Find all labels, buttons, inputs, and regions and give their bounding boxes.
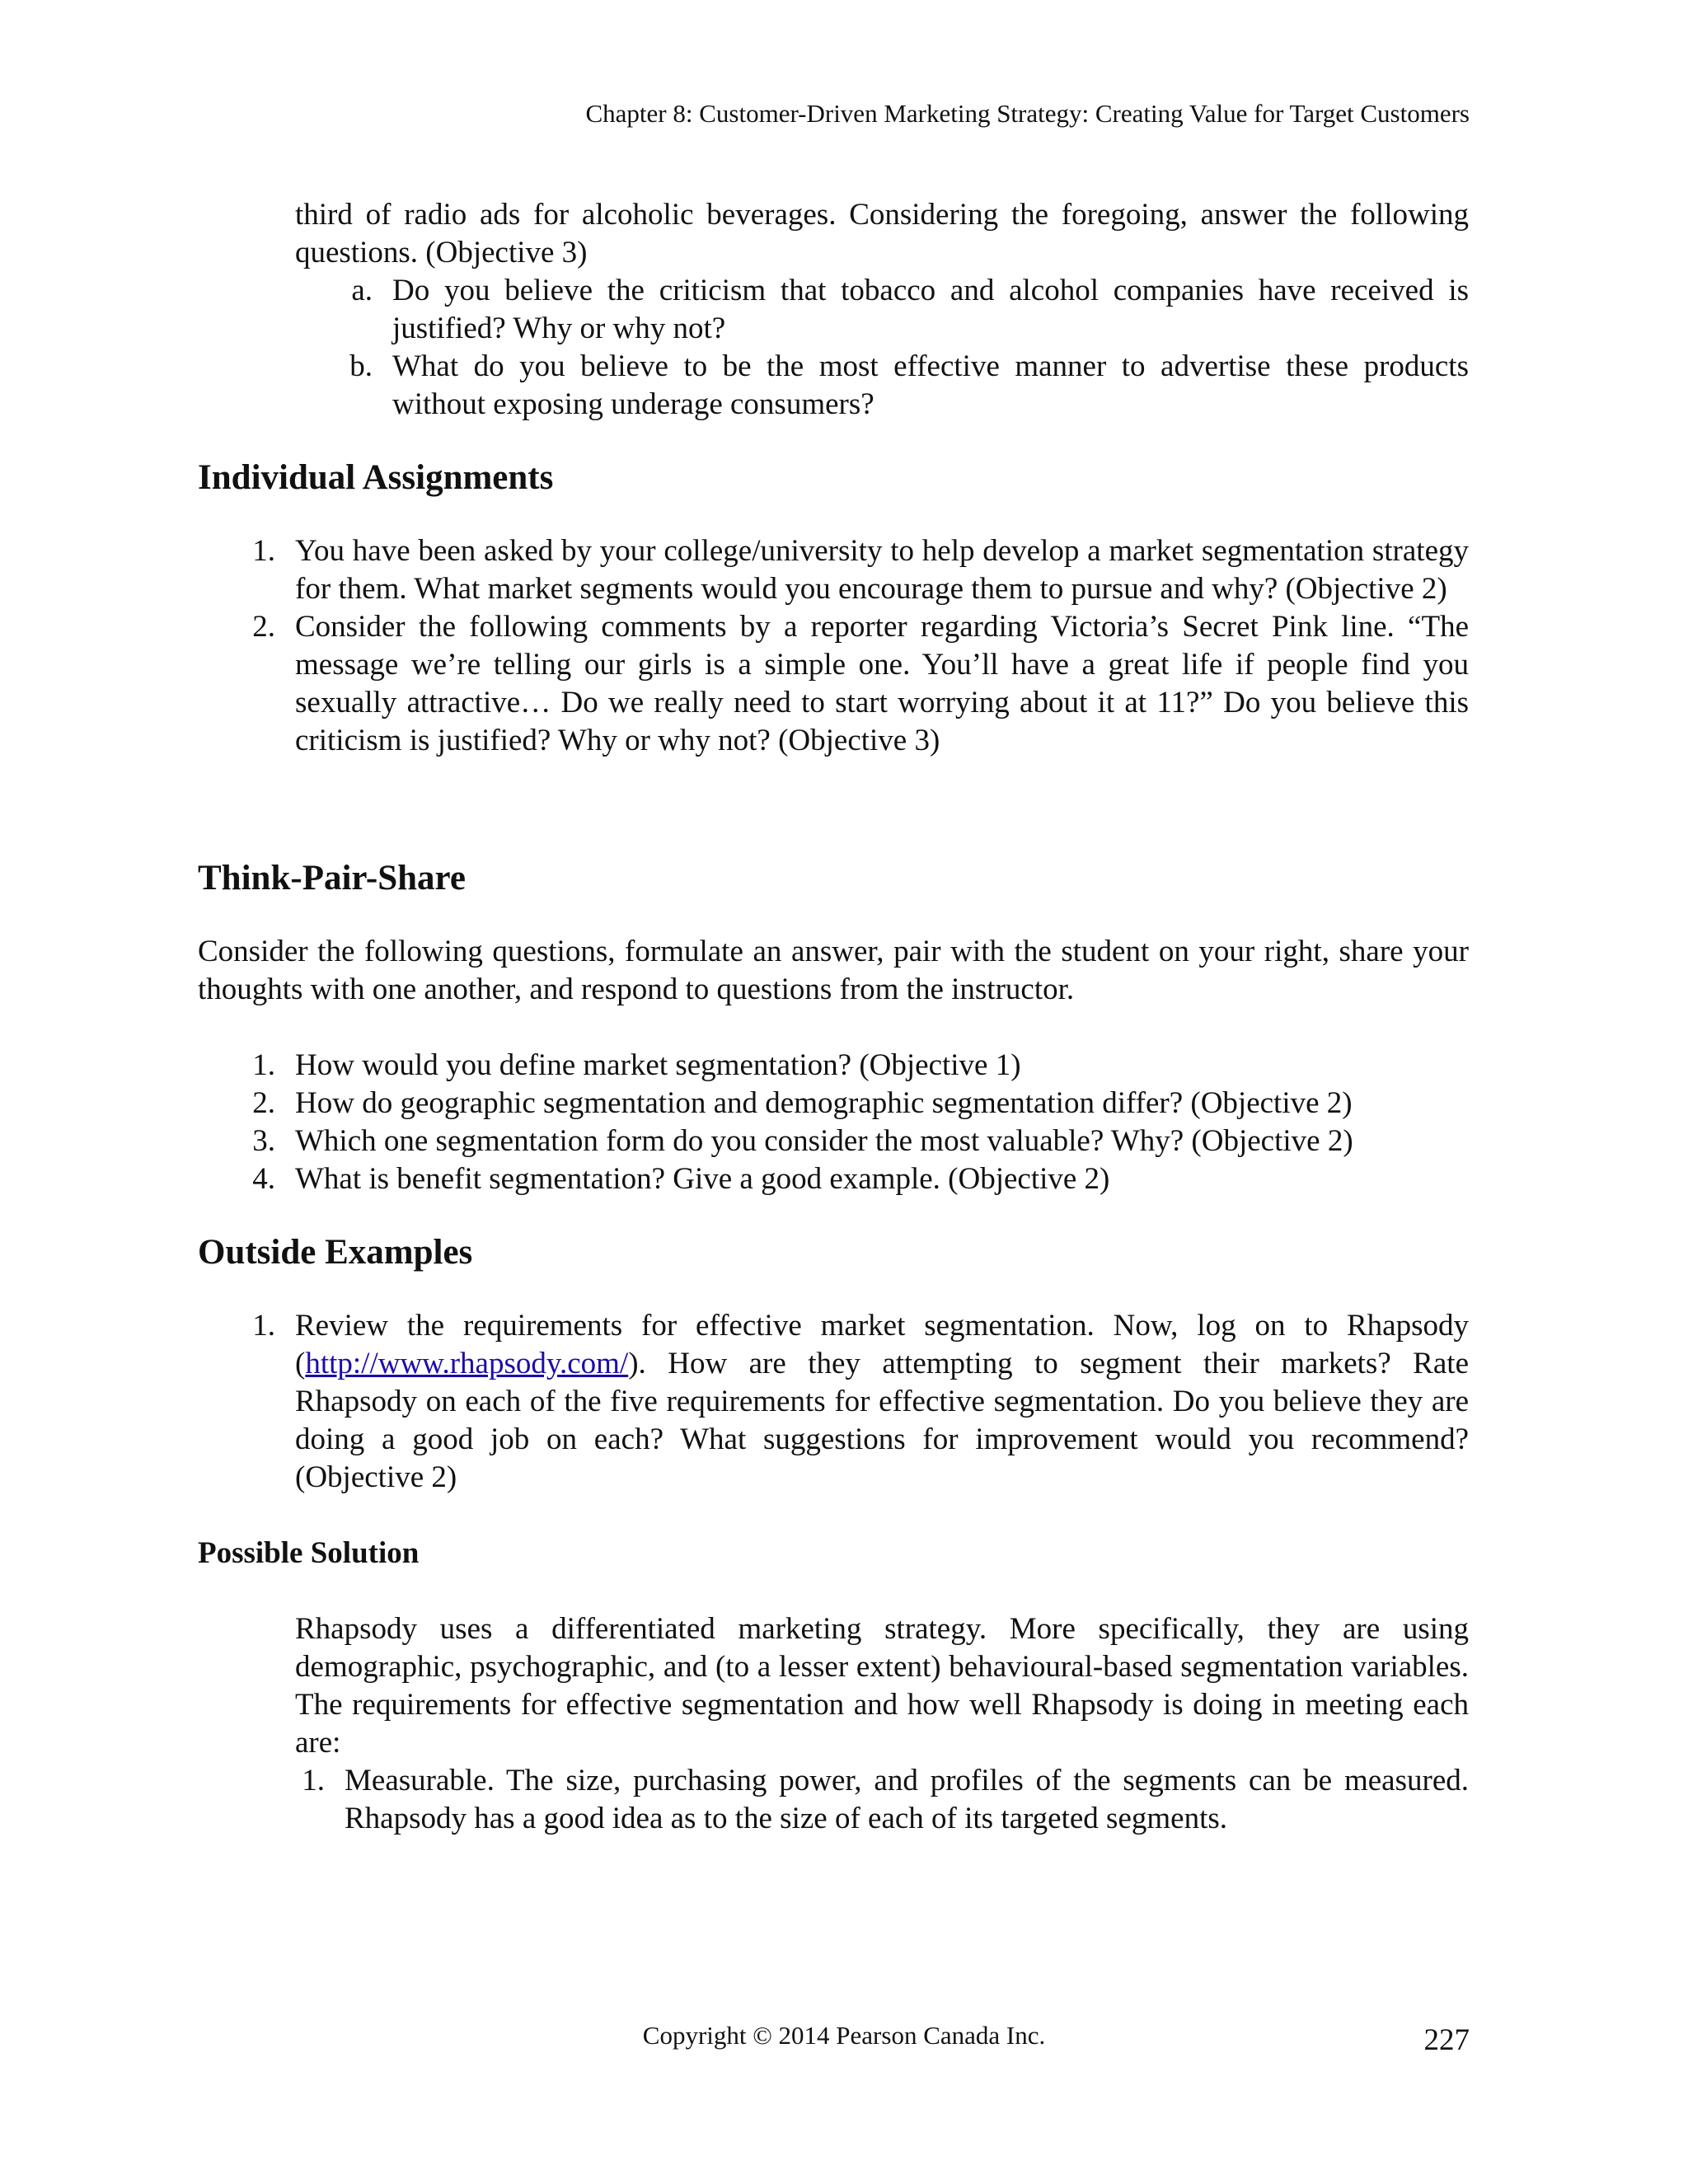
section-heading: Individual Assignments bbox=[198, 458, 554, 497]
copyright-notice: Copyright © 2014 Pearson Canada Inc. bbox=[642, 2021, 1046, 2050]
list-item-text: How would you define market segmentation? (Objective 1) bbox=[295, 1048, 1021, 1082]
list-marker: 2. bbox=[252, 1086, 275, 1120]
list-item bbox=[252, 1307, 1469, 1497]
think-pair-share-paragraph: Consider the following questions, formulate an answer, pair with the student on your right, share your thoughts with one another, and respond to questions from the instructor. bbox=[198, 935, 1469, 1006]
list-marker: 4. bbox=[252, 1162, 275, 1196]
list-item-text bbox=[295, 1307, 1469, 1497]
list-marker: b. bbox=[349, 349, 373, 383]
intro-list bbox=[349, 272, 1469, 424]
list-marker: 3. bbox=[252, 1124, 275, 1158]
list-item-text: You have been asked by your college/university to help develop a market segmentation strategy for them. What market segments would you encourage them to pursue and why? (Objective 2) bbox=[295, 534, 1469, 606]
individual-assignments-list bbox=[252, 532, 1469, 760]
list-item bbox=[302, 1762, 1469, 1838]
list-item-text: What is benefit segmentation? Give a good example. (Objective 2) bbox=[295, 1162, 1110, 1196]
list-item-text: How do geographic segmentation and demographic segmentation differ? (Objective 2) bbox=[295, 1086, 1353, 1120]
possible-solution-heading: Possible Solution bbox=[198, 1536, 420, 1570]
section-heading: Outside Examples bbox=[198, 1233, 473, 1272]
list-item bbox=[252, 1047, 1469, 1085]
list-item bbox=[252, 532, 1469, 608]
list-item bbox=[252, 1122, 1469, 1160]
individual-assignments-section bbox=[198, 457, 1469, 760]
list-marker: 1. bbox=[252, 1048, 275, 1082]
item-text-before: Review the requirements for effective market segmentation. Now, log on to Rhapsody ( bbox=[295, 1309, 1469, 1380]
outside-examples-section bbox=[198, 1231, 1469, 1838]
item-text-after: ). How are they attempting to segment their markets? Rate Rhapsody on each of the five requirements for effective segmentation. Do you believe they are doing a good job on each? What suggestions for improvement would you recommend? (Objective 2) bbox=[295, 1347, 1469, 1494]
list-item-text: Consider the following comments by a reporter regarding Victoria’s Secret Pink line. “The message we’re telling our girls is a simple one. You’ll have a great life if people find you sexually attractive… Do we really need to start worrying about it at 11?” Do you believe this criticism is justified? Why or why not? (Objective 3) bbox=[295, 610, 1469, 757]
list-item-text: What do you believe to be the most effective manner to advertise these products without exposing underage consumers? bbox=[392, 349, 1469, 421]
solution-list bbox=[302, 1762, 1469, 1838]
list-item-text: Which one segmentation form do you consider the most valuable? Why? (Objective 2) bbox=[295, 1124, 1353, 1158]
list-item bbox=[252, 1085, 1469, 1122]
list-item bbox=[349, 348, 1469, 424]
possible-solution-paragraph: Rhapsody uses a differentiated marketing strategy. More specifically, they are using demographic, psychographic, and (to a lesser extent) behavioural-based segmentation variables. The requirements for effective segmentation and how well Rhapsody is doing in meeting each are: bbox=[295, 1612, 1469, 1760]
intro-section bbox=[198, 196, 1469, 424]
list-item-text: Measurable. The size, purchasing power, and profiles of the segments can be measured. Rhapsody has a good idea as to the size of each of its targeted segments. bbox=[345, 1764, 1469, 1835]
list-marker: 1. bbox=[252, 1309, 275, 1343]
running-header: Chapter 8: Customer-Driven Marketing Strategy: Creating Value for Target Customers bbox=[585, 99, 1470, 128]
think-pair-share-section bbox=[198, 857, 1469, 1198]
list-item-text: Do you believe the criticism that tobacco and alcohol companies have received is justified? Why or why not? bbox=[392, 274, 1469, 345]
list-item bbox=[351, 272, 1469, 348]
list-item bbox=[252, 1160, 1469, 1198]
outside-examples-list bbox=[252, 1307, 1469, 1497]
list-marker: 1. bbox=[252, 534, 275, 568]
section-heading: Think-Pair-Share bbox=[198, 859, 466, 898]
page-number: 227 bbox=[1423, 2023, 1470, 2057]
list-item bbox=[252, 608, 1469, 760]
intro-paragraph: third of radio ads for alcoholic beverages. Considering the foregoing, answer the following questions. (Objective 3) bbox=[295, 198, 1469, 269]
rhapsody-link[interactable]: http://www.rhapsody.com/ bbox=[305, 1347, 629, 1380]
page-content bbox=[198, 196, 1469, 1838]
list-marker: 2. bbox=[252, 610, 275, 644]
list-marker: a. bbox=[351, 274, 373, 307]
list-marker: 1. bbox=[302, 1764, 325, 1797]
think-pair-share-list bbox=[252, 1047, 1469, 1198]
